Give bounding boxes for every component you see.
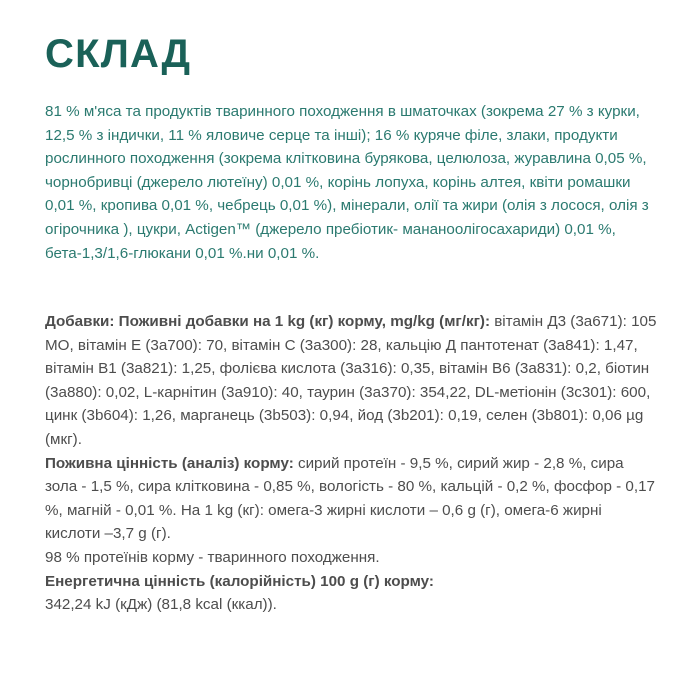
page-title: СКЛАД: [45, 32, 192, 76]
energy-value-lead-label: Енергетична цінність (калорійність) 100 g (г) корму:: [45, 572, 434, 590]
composition-section: [45, 100, 659, 265]
additives-lead-label: Добавки: Поживні добавки на 1 kg (кг) корму, mg/kg (мг/кг):: [45, 313, 491, 330]
composition-paragraph: 81 % м'яса та продуктів тваринного походження в шматочках (зокрема 27 % з курки, 12,5 % з індички, 11 % яловиче серце та інші); 16 % куряче філе, злаки, продукти рослинного походження (зокрема клітковина бурякова, целюлоза, журавлина 0,05 %, чорнобривці (джерело лютеїну) 0,01 %, корінь лопуха, корінь алтея, квіти ромашки 0,01 %, кропива 0,01 %, чебрець 0,01 %), мінерали, олії та жири (олія з лосося, олія з огірочника ), цукри, Actigen™ (джерело пребіотик- мананоолігосахариди) 0,01 %, бета-1,3/1,6-глюкани 0,01 %.ни 0,01 %.: [45, 103, 649, 262]
nutritional-value-lead-label: Поживна цінність (аналіз) корму:: [45, 454, 294, 472]
nutritional-value-body-text: сирий протеїн - 9,5 %, сирий жир - 2,8 %, сира зола - 1,5 %, сира клітковина - 0,85 %, вологість - 80 %, кальцій - 0,2 %, фосфор - 0,17 %, магній - 0,01 %. На 1 kg (кг): омега-3 жирні кислоти – 0,6 g (г), омега-6 жирні кислоти –3,7 g (г).: [45, 454, 655, 543]
nutritional-value-paragraph: [45, 452, 659, 546]
additives-body-text: вітамін Д3 (3а671): 105 МО, вітамін Е (3а700): 70, вітамін С (3а300): 28, кальцію Д пантотенат (3а841): 1,47, вітамін В1 (3а821): 1,25, фолієва кислота (3а316): 0,35, вітамін В6 (3а831): 0,2, біотин (3а880): 0,02, L-карнітин (3а910): 40, таурин (3а370): 354,22, DL-метіонін (3с301): 600, цинк (3b604): 1,26, марганець (3b503): 0,94, йод (3b201): 0,19, селен (3b801): 0,06 µg (мкг).: [45, 313, 657, 448]
additives-paragraph: [45, 310, 659, 452]
energy-value-body-text: 342,24 kJ (кДж) (81,8 kcal (ккал)).: [45, 596, 277, 614]
analysis-section: [45, 310, 659, 617]
protein-origin-note: 98 % протеїнів корму - тваринного походження.: [45, 548, 380, 566]
energy-value-paragraph: [45, 570, 659, 617]
